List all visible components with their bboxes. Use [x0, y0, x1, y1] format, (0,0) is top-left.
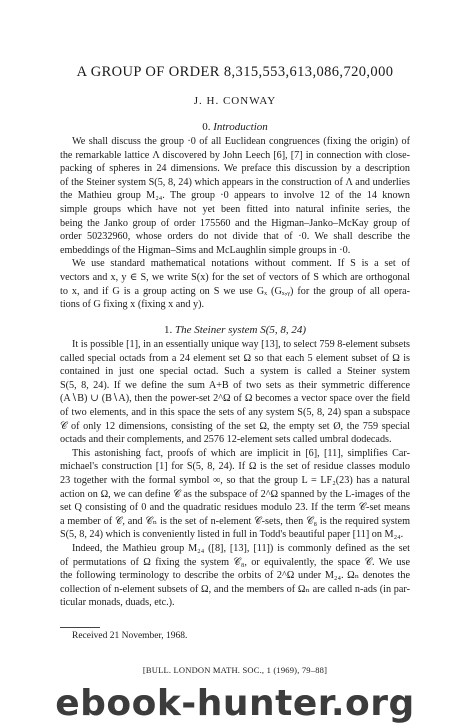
footnote-rule: [60, 627, 100, 628]
section-number: 0.: [202, 121, 211, 133]
text-line: Indeed, the Mathieu group M₂₄ ([8], [13], [11]) is commonly defined as the set: [72, 542, 410, 554]
text-line: a member of 𝒞, and 𝒞ₙ is the set of n-element 𝒞-sets, then 𝒞₈ is the required system: [60, 515, 410, 527]
section-heading-introduction: [0, 121, 470, 133]
text-line: This astonishing fact, proofs of which are implicit in [6], [11], simplifies Car-: [72, 447, 410, 459]
text-line: contained in just one special octad. Such a system is called a Steiner system: [60, 366, 410, 378]
text-line: action on Ω, we can define 𝒞 as the subspace of 2^Ω spanned by the L-images of the: [60, 488, 410, 500]
section-number: 1.: [163, 324, 173, 336]
text-line: of the Steiner system S(5, 8, 24) which appears in the construction of Λ and underlies: [60, 176, 410, 188]
journal-citation: [BULL. LONDON MATH. SOC., 1 (1969), 79–88]: [142, 665, 328, 675]
text-line: 23 together with the formal symbol ∞, so that the group L = LF₂(23) has a natural: [60, 474, 410, 486]
steiner-body: [60, 338, 410, 610]
text-line: S(5, 8, 24). If we define the sum A+B of two sets as their symmetric difference: [60, 379, 410, 391]
author-name: J. H. CONWAY: [193, 95, 277, 107]
text-line: called special octads from a 24 element set Ω so that each 5 element subset of Ω is: [60, 352, 410, 364]
text-line: to x, and if G is a group acting on S we use Gₓ (Gₓ,ᵧ) for the group of all opera-: [60, 285, 410, 297]
section-title: Introduction: [213, 121, 268, 133]
text-line: the remarkable lattice Λ discovered by John Leech [6], [7] in connection with close-: [60, 149, 410, 161]
text-line: michael's construction [1] for S(5, 8, 24). If Ω is the set of residue classes modulo: [60, 461, 410, 473]
text-line: embeddings of the Higman–Sims and McLaughlin simple groups in ·0.: [60, 244, 351, 256]
text-line: set Q consisting of 0 and the quadratic residues modulo 23. If the term 𝒞-set means: [60, 502, 410, 514]
text-line: order 50232960, whose orders do not divide that of ·0. We shall describe the: [60, 231, 410, 243]
section-title: The Steiner system S(5, 8, 24): [174, 324, 307, 336]
text-line: collection of n-element subsets of Ω, and the members of Ωₙ are called n-ads (in par-: [60, 583, 410, 595]
text-line: We shall discuss the group ·0 of all Euclidean congruences (fixing the origin) of: [72, 136, 410, 147]
watermark-logo: ebook-hunter.org: [55, 683, 415, 724]
text-line: packing of spheres in 24 dimensions. We preface this discussion by a description: [60, 163, 410, 175]
text-line: tions of G fixing x (fixing x and y).: [60, 299, 205, 311]
text-line: simple groups which have not yet been fitted into natural infinite series, the: [60, 203, 410, 215]
text-line: S(5, 8, 24) which is conveniently listed in full in Todd's beautiful paper [11] on M₂₄.: [60, 529, 404, 541]
text-line: (A∖B) ∪ (B∖A), then the power-set 2^Ω of Ω becomes a vector space over the field: [60, 393, 410, 405]
text-line: We use standard mathematical notations without comment. If S is a set of: [72, 258, 410, 270]
text-line: of permutations of Ω fixing the system 𝒞₈, or equivalently, the space 𝒞. We use: [60, 556, 410, 568]
text-line: of two elements, and in this space the sets of any system S(5, 8, 24) span a subspace: [60, 406, 410, 418]
received-date: Received 21 November, 1968.: [72, 631, 188, 641]
introduction-body: [60, 135, 410, 312]
text-line: vectors and x, y ∈ S, we write S(x) for the set of vectors of S which are orthogonal: [60, 271, 410, 283]
paper-title: A GROUP OF ORDER 8,315,553,613,086,720,000: [76, 64, 394, 80]
text-line: being the Janko group of order 175560 and the Higman–Janko–McKay group of: [60, 217, 410, 229]
text-line: ticular monads, duads, etc.).: [60, 597, 175, 609]
text-line: octads and their complements, and 2576 12-element sets called umbral dodecads.: [60, 434, 392, 446]
section-heading-steiner: [0, 324, 470, 336]
text-line: 𝒞 of only 12 dimensions, consisting of the set Ω, the empty set Ø, the 759 special: [60, 420, 410, 432]
text-line: the Mathieu group M₂₄. The group ·0 appears to involve 12 of the 14 known: [60, 190, 410, 202]
text-line: the following terminology to describe the orbits of 2^Ω under M₂₄. Ωₙ denotes the: [60, 570, 410, 582]
text-line: It is possible [1], in an essentially unique way [13], to select 759 8-element subsets: [72, 339, 410, 350]
